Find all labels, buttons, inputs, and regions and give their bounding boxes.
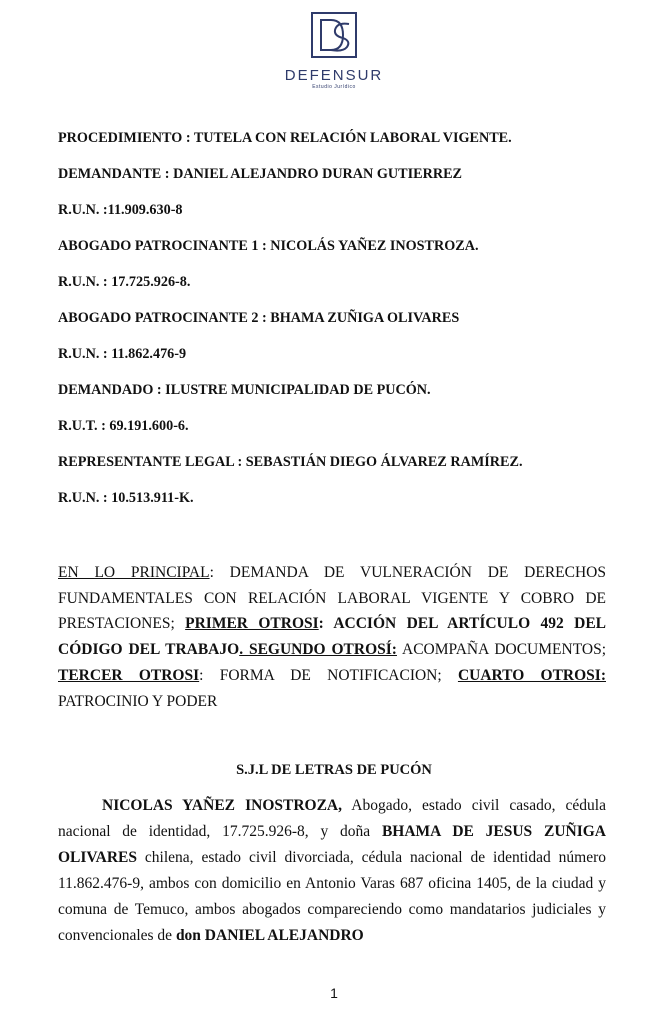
logo-tagline: Estudio Jurídico — [312, 84, 356, 90]
principal-label: EN LO PRINCIPAL — [58, 564, 210, 581]
cuarto-otrosi-label: CUARTO OTROSI: — [457, 666, 606, 684]
procedimiento-line: PROCEDIMIENTO : TUTELA CON RELACIÓN LABORAL VIGENTE. — [58, 130, 512, 146]
body-text-2: chilena, estado civil divorciada, cédula nacional de identidad número 11.862.476-9, ambos con domicilio en Antonio Varas 687 oficina 1405, de la ciudad y comuna de Temuco, ambos abogados compareciendo como mandatarios judiciales y convencionales de — [58, 849, 606, 944]
segundo-otrosi-text: ACOMPAÑA DOCUMENTOS; — [396, 641, 607, 659]
tercer-otrosi-text: : FORMA DE NOTIFICACION; — [199, 666, 458, 684]
representante-run-line: R.U.N. : 10.513.911-K. — [58, 490, 194, 506]
ds-monogram-icon — [311, 12, 357, 58]
body-paragraph — [58, 793, 606, 949]
case-header — [58, 130, 618, 526]
demandante-run-line: R.U.N. :11.909.630-8 — [58, 202, 183, 218]
body-text-1: Abogado, estado civil casado, cédula nacional de identidad, 17.725.926-8, y doña — [58, 797, 606, 840]
cuarto-otrosi-text: PATROCINIO Y PODER — [58, 692, 218, 710]
defensur-logo — [0, 12, 668, 90]
primer-otrosi-text: : ACCIÓN DEL ARTÍCULO 492 DEL CÓDIGO DEL TRABAJO — [58, 615, 607, 659]
abogado-2-line: ABOGADO PATROCINANTE 2 : BHAMA ZUÑIGA OLIVARES — [58, 310, 460, 326]
demandado-line: DEMANDADO : ILUSTRE MUNICIPALIDAD DE PUCÓN. — [58, 382, 431, 398]
segundo-otrosi-label: . SEGUNDO OTROSÍ: — [239, 641, 397, 659]
court-title: S.J.L DE LETRAS DE PUCÓN — [236, 762, 432, 778]
principal-text: : DEMANDA DE VULNERACIÓN DE DERECHOS FUNDAMENTALES CON RELACIÓN LABORAL VIGENTE Y COBRO DE PRESTACIONES; — [58, 564, 606, 633]
abogado-1-run-line: R.U.N. : 17.725.926-8. — [58, 274, 191, 290]
demandado-rut-line: R.U.T. : 69.191.600-6. — [58, 418, 189, 434]
party-name-2: BHAMA DE JESUS ZUÑIGA OLIVARES — [58, 823, 606, 866]
party-name-3: don DANIEL ALEJANDRO — [175, 927, 364, 944]
summary-paragraph — [58, 560, 606, 714]
abogado-1-line: ABOGADO PATROCINANTE 1 : NICOLÁS YAÑEZ INOSTROZA. — [58, 238, 479, 254]
abogado-2-run-line: R.U.N. : 11.862.476-9 — [58, 346, 187, 362]
representante-line: REPRESENTANTE LEGAL : SEBASTIÁN DIEGO ÁLVAREZ RAMÍREZ. — [58, 454, 523, 470]
tercer-otrosi-label: TERCER OTROSI — [58, 666, 200, 684]
primer-otrosi-label: PRIMER OTROSI — [185, 615, 319, 633]
logo-name: DEFENSUR — [284, 67, 384, 84]
demandante-line: DEMANDANTE : DANIEL ALEJANDRO DURAN GUTIERREZ — [58, 166, 462, 182]
page-number: 1 — [330, 985, 338, 1001]
party-name-1: NICOLAS YAÑEZ INOSTROZA, — [102, 797, 342, 814]
